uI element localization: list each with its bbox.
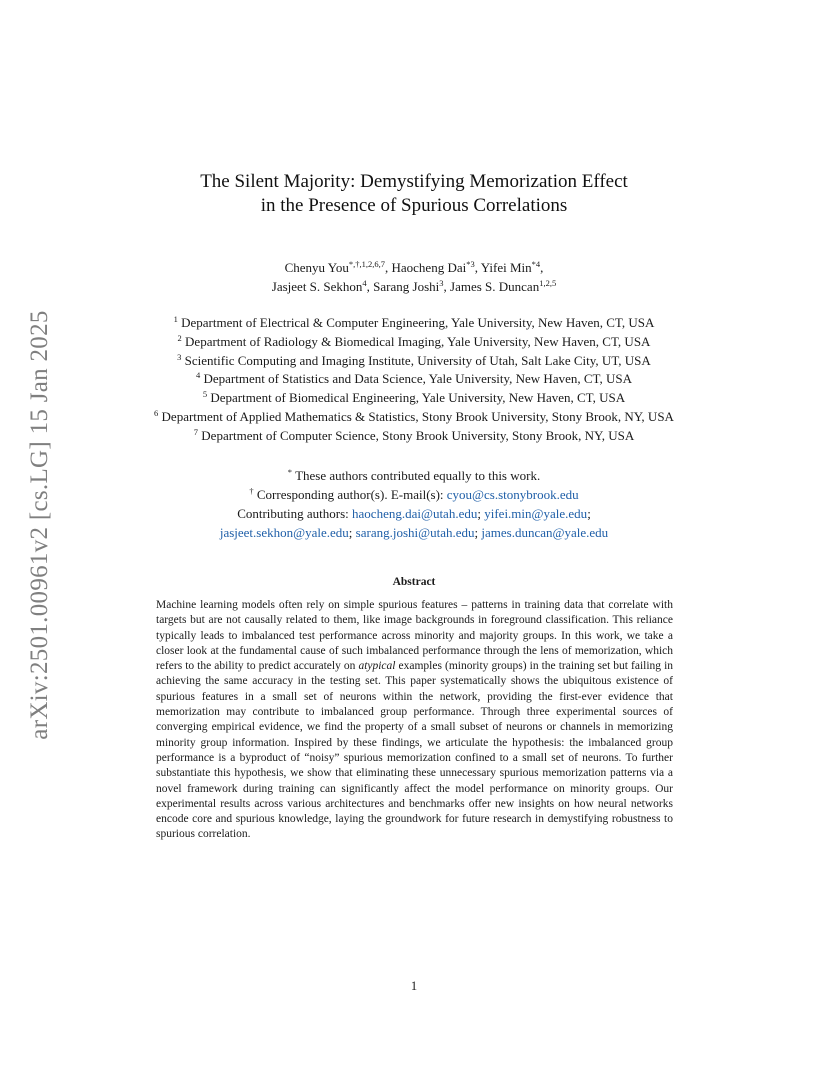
- author-name: Sarang Joshi: [373, 279, 440, 294]
- title-line-2: in the Presence of Spurious Correlations: [260, 195, 568, 216]
- email-separator: ;: [348, 525, 353, 540]
- email-separator: ;: [474, 525, 479, 540]
- author-affil-sup: 1,2,5: [539, 278, 557, 288]
- author-notes: [0, 466, 828, 542]
- abstract-heading: Abstract: [392, 576, 436, 588]
- affiliation-text: Department of Radiology & Biomedical Imaging, Yale University, New Haven, CT, USA: [185, 333, 651, 349]
- email-separator: ;: [477, 506, 481, 521]
- author-affil-sup: *3: [466, 259, 475, 269]
- affiliation-number: 7: [193, 426, 199, 437]
- email-link[interactable]: haocheng.dai@utah.edu: [352, 506, 478, 521]
- affiliation-number: 2: [177, 332, 182, 343]
- equal-contribution-mark: *: [287, 467, 293, 477]
- affiliation-text: Department of Statistics and Data Science, Yale University, New Haven, CT, USA: [203, 371, 633, 387]
- affiliation-item: [0, 333, 828, 352]
- arxiv-identifier-stamp: arXiv:2501.00961v2 [cs.LG] 15 Jan 2025: [26, 310, 53, 740]
- corresponding-text: Corresponding author(s). E-mail(s):: [256, 487, 444, 502]
- affiliation-number: 6: [154, 407, 159, 418]
- abstract-text-part-2: examples (minority groups) in the training set but failing in achieving the same accuracy in the testing set. This paper systematically shows the ubiquitous existence of spurious features in a small set of neurons within the network, providing the first-ever evidence that memorization may contribute to imbalanced group performance. Through three experimental sources of converging empirical evidence, we find the property of a small subset of neurons or channels in memorizing minority group information. Inspired by these findings, we articulate the hypothesis: the imbalanced group performance is a byproduct of “noisy” spurious memorization confined to a small set of neurons. To further substantiate this hypothesis, we show that eliminating these unnecessary spurious memorization patterns via a novel framework during training can significantly affect the model performance on minority groups. Our experimental results across various architectures and benchmarks offer new insights on how neural networks encode core and spurious knowledge, laying the groundwork for future research in demystifying robustness to spurious correlation.: [156, 660, 674, 841]
- affiliation-item: [0, 389, 828, 408]
- corresponding-mark: †: [249, 486, 254, 496]
- author-name: Chenyu You: [284, 260, 349, 275]
- affiliation-list: [0, 314, 828, 446]
- author-name: Haocheng Dai: [391, 260, 467, 275]
- affiliation-item: [0, 408, 828, 427]
- abstract-text: [156, 598, 673, 843]
- contributing-authors-label: Contributing authors:: [237, 506, 349, 521]
- affiliation-number: 5: [202, 389, 208, 400]
- affiliation-item: [0, 370, 828, 389]
- affiliation-item: [0, 427, 828, 446]
- affiliation-text: Scientific Computing and Imaging Institute, University of Utah, Salt Lake City, UT, USA: [184, 352, 651, 368]
- affiliation-item: [0, 352, 828, 371]
- author-name: Jasjeet S. Sekhon: [271, 279, 363, 294]
- author-affil-sup: *,†,1,2,6,7: [348, 259, 385, 269]
- contributing-authors-line: [0, 504, 828, 523]
- paper-title: [0, 170, 828, 218]
- author-affil-sup: 3: [439, 278, 444, 288]
- email-separator: ;: [587, 506, 591, 521]
- title-line-1: The Silent Majority: Demystifying Memorization Effect: [200, 171, 628, 192]
- affiliation-number: 1: [173, 314, 178, 324]
- affiliation-text: Department of Biomedical Engineering, Yale University, New Haven, CT, USA: [210, 390, 626, 406]
- abstract-emphasis: atypical: [358, 660, 396, 673]
- page-number: 1: [410, 979, 418, 993]
- email-link[interactable]: james.duncan@yale.edu: [481, 525, 609, 540]
- author-name: Yifei Min: [480, 260, 532, 275]
- affiliation-text: Department of Computer Science, Stony Brook University, Stony Brook, NY, USA: [201, 427, 635, 443]
- corresponding-email-link[interactable]: cyou@cs.stonybrook.edu: [446, 487, 579, 502]
- author-line-1: Chenyu You$^{*,\dagger,1,2,6,7}$, Haocheng Dai$^{*3}$, Yifei Min$^{*4}$,: [284, 259, 544, 275]
- affiliation-text: Department of Applied Mathematics & Statistics, Stony Brook University, Stony Brook, NY, USA: [161, 408, 674, 424]
- email-link[interactable]: yifei.min@yale.edu: [484, 506, 588, 521]
- equal-contribution-text: These authors contributed equally to this work.: [295, 468, 541, 483]
- affiliation-item: [0, 314, 828, 333]
- author-list: [0, 258, 828, 296]
- affiliation-text: Department of Electrical & Computer Engineering, Yale University, New Haven, CT, USA: [181, 315, 655, 330]
- author-affil-sup: 4: [362, 278, 367, 288]
- affiliation-number: 3: [177, 351, 182, 362]
- abstract-text-part-1: Machine learning models often rely on simple spurious features – patterns in training data that correlate with targets but are not causally related to them, like image backgrounds in foreground classification. This reliance typically leads to imbalanced test performance across minority and majority groups. In this work, we take a closer look at the fundamental cause of such imbalanced performance through the lens of memorization, which refers to the ability to predict accurately on: [156, 599, 673, 673]
- affiliation-number: 4: [195, 370, 201, 381]
- author-name: James S. Duncan: [450, 279, 540, 294]
- email-link[interactable]: sarang.joshi@utah.edu: [355, 525, 475, 540]
- contributing-authors-line-2: [0, 523, 828, 542]
- author-line-2: Jasjeet S. Sekhon$^4$, Sarang Joshi$^3$, James S. Duncan$^{1,2,5}$: [271, 278, 557, 294]
- author-affil-sup: *4: [531, 259, 541, 269]
- email-link[interactable]: jasjeet.sekhon@yale.edu: [219, 525, 349, 540]
- corresponding-author-note: [0, 485, 828, 504]
- equal-contribution-note: [0, 466, 828, 485]
